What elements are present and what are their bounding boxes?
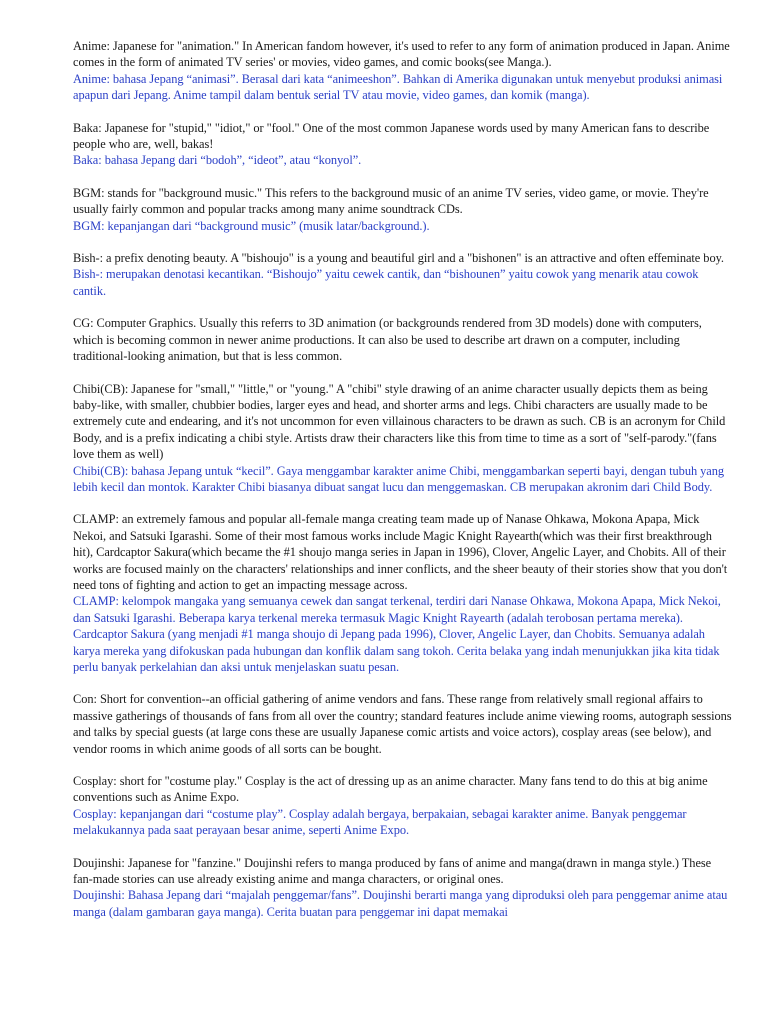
glossary-entry-clamp — [73, 511, 732, 675]
entry-indonesian-text: BGM: kepanjangan dari “background music” (musik latar/background.). — [73, 218, 430, 233]
entry-indonesian-text: Doujinshi: Bahasa Jepang dari “majalah penggemar/fans”. Doujinshi berarti manga yang diproduksi oleh para penggemar anime atau manga (dalam gambaran gaya manga). Cerita buatan para penggemar ini dapat memakai — [73, 888, 728, 919]
glossary-entry-chibi — [73, 381, 732, 496]
glossary-entry-con — [73, 691, 732, 757]
glossary-entry-baka — [73, 120, 732, 169]
entry-english-text: CLAMP: an extremely famous and popular all-female manga creating team made up of Nanase Ohkawa, Mokona Apapa, Mick Nekoi, and Satsuki Igarashi. Some of their most famous works include Magic Knight Rayearth(which was their first breakthrough hit), Cardcaptor Sakura(which became the #1 shoujo manga series in Japan in 1996), Clover, Angelic Layer, and Chobits. All of their works are focused mainly on the characters' relationships and inner conflicts, and the sheer beauty of their stories show that you don't need tons of fighting and action to get an impacting message across. — [73, 512, 728, 592]
entry-english-text: Bish-: a prefix denoting beauty. A "bishoujo" is a young and beautiful girl and a "bishonen" is an attractive and often effeminate boy. — [73, 251, 724, 266]
entry-english-text: Con: Short for convention--an official gathering of anime vendors and fans. These range from relatively small regional affairs to massive gatherings of thousands of fans from all over the country; standard features include anime viewing rooms, autograph sessions and talks by special guests (at large cons these are usually Japanese comic artists and voice actors), cosplay areas (see below), and vendor rooms in which anime goods of all sorts can be bought. — [73, 692, 732, 756]
entry-indonesian-text: Cosplay: kepanjangan dari “costume play”. Cosplay adalah bergaya, berpakaian, sebagai karakter anime. Banyak penggemar melakukannya pada saat perayaan besar anime, seperti Anime Expo. — [73, 806, 687, 838]
entry-indonesian-text: Anime: bahasa Jepang “animasi”. Berasal dari kata “animeeshon”. Bahkan di Amerika digunakan untuk menyebut produksi animasi apapun dari Jepang. Anime tampil dalam bentuk serial TV atau movie, video games, dan komik (manga). — [73, 71, 723, 103]
glossary-entry-doujinshi — [73, 855, 732, 921]
glossary-entry-bgm — [73, 185, 732, 234]
entry-english-text: Chibi(CB): Japanese for "small," "little," or "young." A "chibi" style drawing of an anime character usually depicts them as being baby-like, with smaller, chubbier bodies, larger eyes and head, and shorter arms and legs. Chibi characters are usually made to be extremely cute and endearing, and it's not uncommon for even villainous characters to be drawn as such. CB is an acronym for Child Body, and is a prefix indicating a chibi style. Artists draw their characters like this from time to time as a sort of "self-parody."(fans love them as well) — [73, 381, 726, 462]
entry-english-text: Doujinshi: Japanese for "fanzine." Doujinshi refers to manga produced by fans of anime and manga(drawn in manga style.) These fan-made stories can use already existing anime and manga characters, or original ones. — [73, 855, 712, 887]
entry-indonesian-text: CLAMP: kelompok mangaka yang semuanya cewek dan sangat terkenal, terdiri dari Nanase Ohkawa, Mokona Apapa, Mick Nekoi, dan Satsuki Igarashi. Beberapa karya terkenal mereka termasuk Magic Knight Rayearth (adalah terobosan pertama mereka). Cardcaptor Sakura (yang menjadi #1 manga shoujo di Jepang pada 1996), Clover, Angelic Layer, dan Chobits. Semuanya adalah karya mereka yang difokuskan pada hubungan dan konflik dalam sang tokoh. Cerita belaka yang indah menunjukkan jika kita tidak perlu banyak perkelahian dan aksi untuk menjelaskan suatu pesan. — [73, 594, 721, 674]
glossary-entry-cg — [73, 315, 732, 364]
entry-indonesian-text: Bish-: merupakan denotasi kecantikan. “Bishoujo” yaitu cewek cantik, dan “bishounen” yaitu cowok yang menarik atau cowok cantik. — [73, 267, 699, 298]
entry-english-text: Anime: Japanese for "animation." In American fandom however, it's used to refer to any form of animation produced in Japan. Anime comes in the form of animated TV series' or movies, video games, and comic books(see Manga.). — [73, 39, 730, 70]
entry-english-text: CG: Computer Graphics. Usually this referrs to 3D animation (or backgrounds rendered from 3D models) done with computers, which is becoming common in newer anime productions. It can also be used to describe art drawn on a computer, including traditional-looking animation, but that is less common. — [73, 316, 702, 364]
entry-english-text: BGM: stands for "background music." This refers to the background music of an anime TV series, video game, or movie. They're usually fairly common and popular tracks among many anime soundtrack CDs. — [73, 185, 709, 217]
glossary-entry-cosplay — [73, 773, 732, 839]
glossary-entry-bish — [73, 250, 732, 299]
entry-english-text: Cosplay: short for "costume play." Cosplay is the act of dressing up as an anime character. Many fans tend to do this at big anime conventions such as Anime Expo. — [73, 774, 708, 805]
entry-indonesian-text: Baka: bahasa Jepang dari “bodoh”, “ideot”, atau “konyol”. — [73, 153, 362, 168]
entry-english-text: Baka: Japanese for "stupid," "idiot," or "fool." One of the most common Japanese words used by many American fans to describe people who are, well, bakas! — [73, 120, 710, 152]
entry-indonesian-text: Chibi(CB): bahasa Jepang untuk “kecil”. Gaya menggambar karakter anime Chibi, menggambarkan seperti bayi, dengan tubuh yang lebih kecil dan montok. Karakter Chibi biasanya dibuat sangat lucu dan menggemaskan. CB merupakan akronim dari Child Body. — [73, 463, 725, 494]
glossary-entry-anime — [73, 38, 732, 104]
